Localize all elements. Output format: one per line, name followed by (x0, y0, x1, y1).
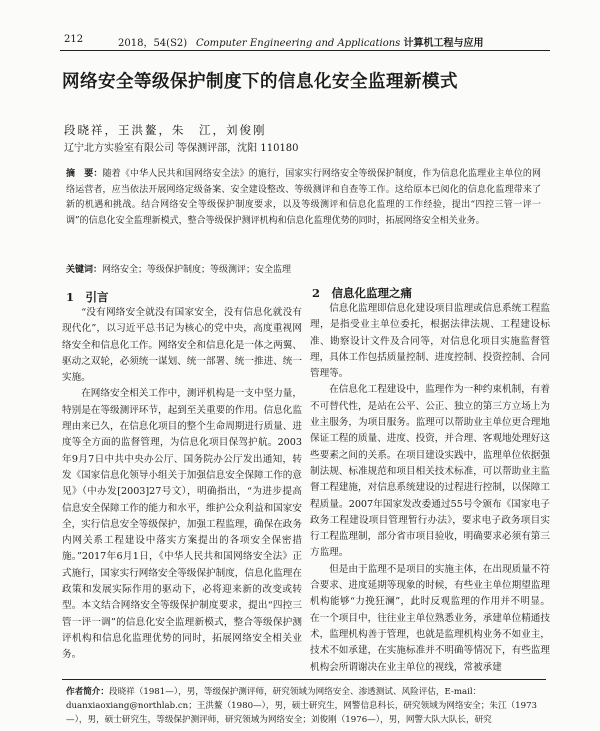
affiliation: 辽宁北方实验室有限公司 等保测评部，沈阳 110180 (64, 143, 299, 154)
paragraph: 在信息化工程建设中，监理作为一种约束机制，有着不可替代性，是站在公平、公正、独立的第三方立场上为业主服务，为项目服务。监理可以帮助业主单位更合理地保证工程的质量、进度、投资，并合理、客观地处理好这些要素之间的关系。在项目建设实践中，监理单位依据强制法规、标准规范和项目相关技术标准，可以帮助业主监督工程建施，对信息系统建设的过程进行控制，以保障工程质量。2007年国家发改委通过55号令颁布《国家电子政务工程建设项目管理暂行办法》，要求电子政务项目实行工程监理制，部分省市项目验收，明确要求必须有第三方监理。 (310, 384, 550, 559)
paragraph: 但是由于监理不是项目的实施主体，在出现质量不符合要求、进度延期等现象的时候，有些业主单位期望监理机构能够“力挽狂澜”，此时反观监理的作用并不明显。在一个项目中，往往业主单位熟悉业务，承建单位精通技术，监理机构善于管理，也就是监理机构业务不如业主，技术不如承建，在实施标准并不明确等情况下，有些监理机构会所谓谢决在业主单位的视线，常被承建 (310, 563, 550, 673)
section-heading-supervision-pain: 2 信息化监理之痛 (312, 286, 413, 300)
page-number: 212 (64, 34, 84, 45)
paper-title: 网络安全等级保护制度下的信息化安全监理新模式 (62, 72, 458, 92)
author-list: 段晓祥，王洪鳌，朱 江，刘俊刚 (64, 123, 267, 137)
paragraph: “没有网络安全就没有国家安全，没有信息化就没有现代化”，以习近平总书记为核心的党中央，高度重视网络安全和信息化工作。网络安全和信息化是一体之两翼、驱动之双轮，必须统一谋划、统一部署、统一推进、统一实施。 (62, 307, 302, 384)
journal-name-cn: 计算机工程与应用 (403, 38, 484, 49)
journal-name-en: Computer Engineering and Applications (196, 38, 401, 49)
paragraph: 在网络安全相关工作中，测评机构是一支中坚力量，特别是在等级测评环节，起到至关重要的作用。信息化监理由来已久，在信息化项目的整个生命周期进行质量、进度等全方面的监督管理，为信息化项目保驾护航。2003年9月7日中共中央办公厅、国务院办公厅发出通知，转发《国家信息化领导小组关于加强信息安全保障工作的意见》（中办发[2003]27号文），明确指出，“为进步提高信息安全保障工作的能力和水平，维护公众利益和国家安全，实行信息安全等级保护，加强工程监理，确保在政务内网关系工程建设中落实方案提出的各项安全保密措施。”2017年6月1日，《中华人民共和国网络安全法》正式施行，国家实行网络安全等级保护制度，信息化监理在政策和发展实际作用的驱动下，必将迎来新的改变或转型。本文结合网络安全等级保护制度要求，提出“四控三管一评一调”的信息化安全监理新模式，整合等级保护测评机构和信息化监理优势的同时，拓展网络安全相关业务。 (62, 388, 302, 661)
journal-header (196, 34, 483, 49)
section-heading-introduction: 1 引言 (66, 290, 109, 304)
keywords (66, 263, 541, 277)
header-rule (60, 50, 550, 51)
footnote-rule (62, 679, 546, 680)
keywords-text: 网络安全；等级保护制度；等级测评；安全监理 (102, 265, 292, 275)
footnote-text: 段晓祥（1981—），男，等级保护测评师，研究领域为网络安全、渗透测试、风险评估，E-mail：duanxiaoxiang@northlab.cn；王洪鳌（1980—），男，硕士研究生，网警信息科长，研究领域为网络安全；朱江（1973—），男，硕士研究生，等级保护测评师，研究领域为网络安全；刘俊刚（1976—），男，网警大队大队长，研究 (66, 687, 538, 725)
right-column (310, 301, 550, 676)
volume-issue: 2018，54(S2) (118, 38, 188, 49)
left-column (62, 305, 302, 664)
footnote-label: 作者简介： (66, 687, 109, 697)
abstract-text: 随着《中华人民共和国网络安全法》的施行，国家实行网络安全等级保护制度，作为信息化监理业主单位的网络运营者，应当依法开展网络定级备案、安全建设整改、等级测评和自查等工作。这给原本已阅化的信息化监理带来了新的机遇和挑战。结合网络安全等级保护制度要求，以及等级测评和信息化监理的工作经验，提出“四控三管一评一调”的信息化安全监理新模式，整合等级保护测评机构和信息化监理优势的同时，拓展网络安全相关业务。 (66, 169, 541, 226)
paragraph: 信息化监理即信息化建设项目监理或信息系统工程监理，是指受业主单位委托，根据法律法规、工程建设标准、勘察设计文件及合同等，对信息化项目实施监督管理，具体工作包括质量控制、进度控制、投资控制、合同管理等。 (310, 303, 550, 380)
abstract (66, 167, 541, 229)
author-bio-footnote (66, 685, 546, 727)
keywords-label: 关键词： (66, 265, 103, 275)
abstract-label: 摘 要： (66, 169, 103, 179)
